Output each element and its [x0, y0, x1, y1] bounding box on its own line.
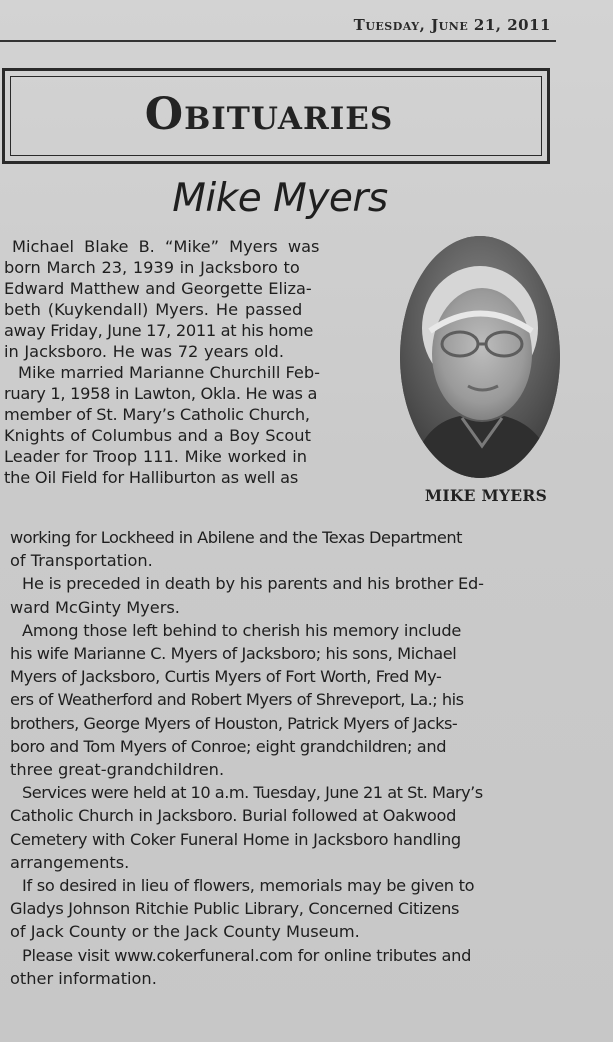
body-line: Gladys Johnson Ritchie Public Library, Concerned Citizens [10, 899, 460, 919]
body-line: Services were held at 10 a.m. Tuesday, June 21 at St. Mary’s [22, 783, 483, 803]
portrait-photo [400, 236, 560, 478]
body-line: Myers of Jacksboro, Curtis Myers of Fort Worth, Fred My- [10, 667, 442, 687]
body-line: brothers, George Myers of Houston, Patrick Myers of Jacks- [10, 713, 458, 733]
obituary-body-top [4, 236, 320, 488]
section-title: Obituaries [144, 88, 394, 140]
body-line: other information. [10, 968, 157, 988]
body-line: boro and Tom Myers of Conroe; eight grandchildren; and [10, 736, 447, 756]
body-line: member of St. Mary’s Catholic Church, [4, 405, 310, 424]
body-line: Mike married Marianne Churchill Feb- [18, 363, 320, 382]
body-line: born March 23, 1939 in Jacksboro to [4, 258, 300, 277]
header-rule [0, 40, 556, 42]
body-line: Among those left behind to cherish his memory include [22, 620, 462, 640]
body-line: ers of Weatherford and Robert Myers of Shreveport, La.; his [10, 690, 464, 710]
body-line: Leader for Troop 111. Mike worked in [4, 447, 307, 466]
portrait-photo-oval [400, 236, 560, 478]
body-line: the Oil Field for Halliburton as well as [4, 468, 299, 487]
body-line: three great-grandchildren. [10, 760, 225, 780]
portrait-figure-icon [400, 236, 560, 478]
body-line: Catholic Church in Jacksboro. Burial followed at Oakwood [10, 806, 457, 826]
body-line: He is preceded in death by his parents and his brother Ed- [22, 574, 484, 594]
body-line: Knights of Columbus and a Boy Scout [4, 426, 311, 445]
body-line: in Jacksboro. He was 72 years old. [4, 342, 284, 361]
dateline: Tuesday, June 21, 2011 [353, 16, 551, 34]
obituary-body-full [10, 526, 484, 990]
photo-caption: MIKE MYERS [424, 486, 548, 505]
body-line: Michael Blake B. “Mike” Myers was [12, 237, 320, 256]
body-line: Cemetery with Coker Funeral Home in Jacksboro handling [10, 829, 461, 849]
body-line: ruary 1, 1958 in Lawton, Okla. He was a [4, 384, 318, 403]
body-line: Please visit www.cokerfuneral.com for online tributes and [22, 945, 472, 965]
body-line: his wife Marianne C. Myers of Jacksboro; his sons, Michael [10, 644, 457, 664]
body-line: ward McGinty Myers. [10, 597, 180, 617]
section-banner-inner-frame [10, 76, 542, 156]
section-banner [2, 68, 550, 164]
body-line: If so desired in lieu of flowers, memorials may be given to [22, 876, 475, 896]
body-line: Edward Matthew and Georgette Eliza- [4, 279, 312, 298]
body-line: working for Lockheed in Abilene and the Texas Department [10, 528, 462, 547]
body-line: of Jack County or the Jack County Museum. [10, 922, 360, 942]
body-line: beth (Kuykendall) Myers. He passed [4, 300, 303, 319]
body-line: of Transportation. [10, 551, 153, 571]
body-line: arrangements. [10, 852, 130, 872]
body-line: away Friday, June 17, 2011 at his home [4, 321, 314, 340]
obituary-name-heading: Mike Myers [172, 176, 388, 221]
